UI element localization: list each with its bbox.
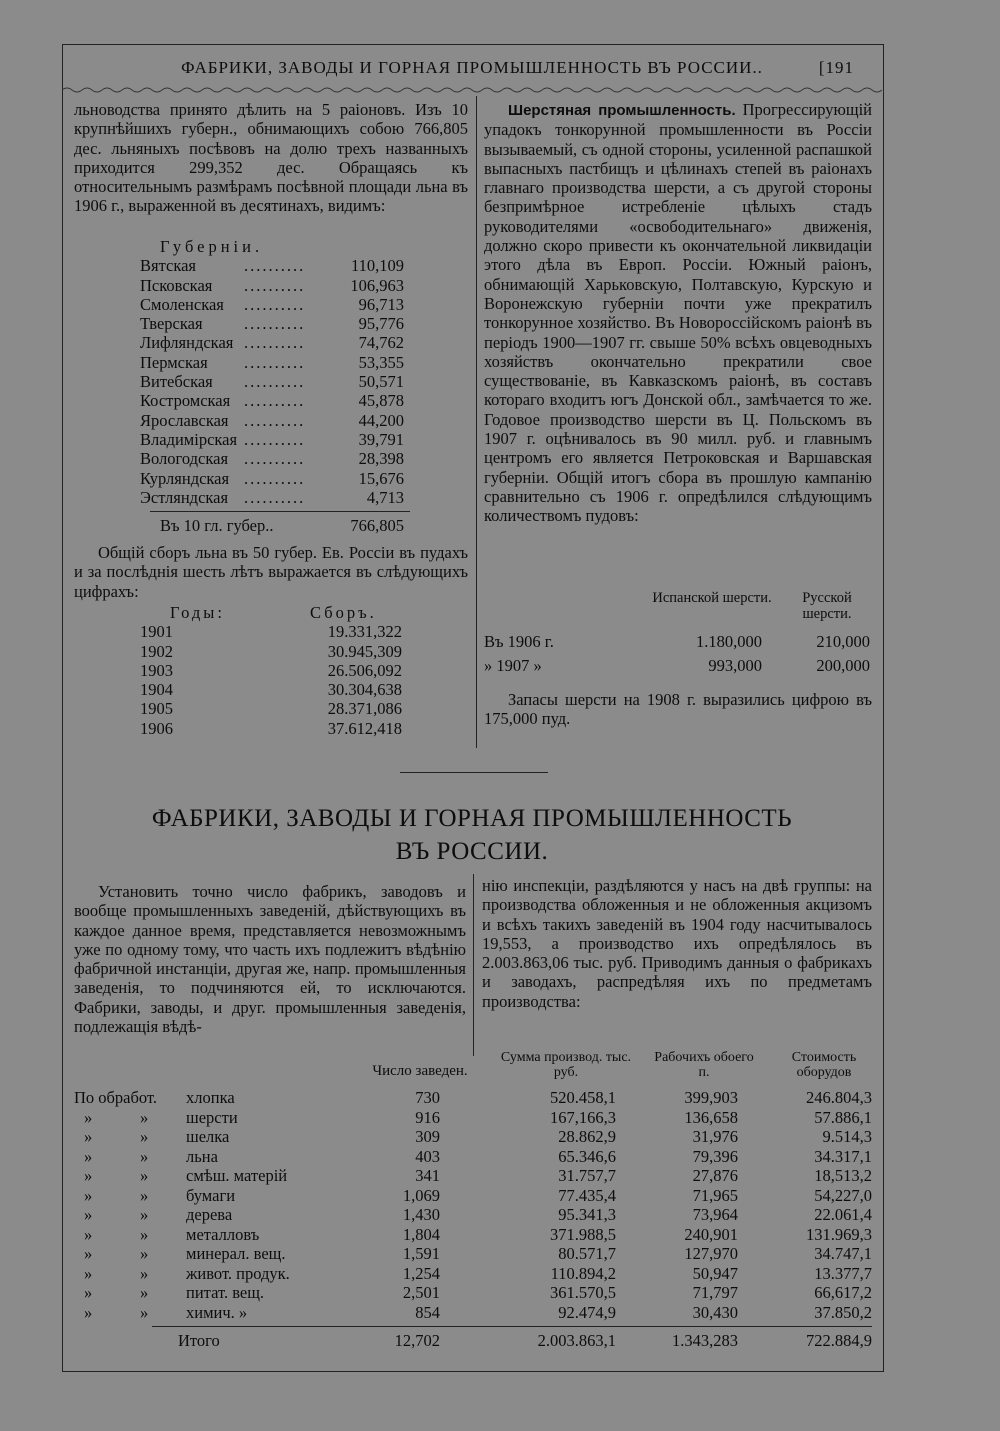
- total-sum: 2.003.863,1: [537, 1331, 616, 1350]
- factory-prefix: »: [84, 1302, 93, 1322]
- year-row: [74, 642, 468, 661]
- running-header: [62, 58, 882, 78]
- gubernia-value: 95,776: [358, 314, 404, 334]
- factory-prefix: »: [84, 1107, 93, 1127]
- factory-workers: 136,658: [684, 1107, 738, 1127]
- factory-count: 1,804: [402, 1224, 440, 1244]
- factory-workers: 50,947: [692, 1263, 738, 1283]
- wool-col-russian: Русской шерсти.: [802, 590, 852, 622]
- factory-count: 730: [415, 1088, 440, 1107]
- factory-prefix2: »: [140, 1302, 149, 1322]
- factory-workers: 71,797: [692, 1283, 738, 1302]
- factory-item: шерсти: [186, 1107, 238, 1127]
- col-sum-header: Сумма производ. тыс. руб.: [500, 1050, 632, 1080]
- gubernia-dots: ..........: [244, 314, 306, 334]
- total-count: 12,702: [394, 1331, 440, 1350]
- factory-prefix: »: [84, 1224, 93, 1244]
- factory-cost: 34.317,1: [814, 1146, 872, 1166]
- factory-cost: 37.850,2: [814, 1302, 872, 1322]
- gubernia-value: 74,762: [358, 333, 404, 353]
- year-value: 26.506,092: [327, 660, 402, 680]
- wool-reserves: [484, 690, 872, 729]
- gubernia-name: Пермская: [140, 352, 208, 372]
- year-row: [74, 719, 468, 738]
- factory-row: [74, 1244, 874, 1264]
- factory-prefix: »: [84, 1283, 93, 1302]
- year-row: [74, 622, 468, 641]
- factory-sum: 80.571,7: [558, 1244, 616, 1263]
- gubernia-name: Смоленская: [140, 294, 224, 314]
- factory-prefix: »: [84, 1185, 93, 1205]
- factory-sum: 95.341,3: [558, 1205, 616, 1224]
- year-label: 1903: [140, 660, 173, 680]
- year-label: 1904: [140, 680, 173, 700]
- wool-section: [484, 100, 872, 526]
- page-number: [191: [818, 58, 854, 77]
- factory-item: смѣш. матерій: [186, 1166, 288, 1185]
- gubernia-dots: ..........: [244, 352, 306, 372]
- flax-intro: [74, 100, 468, 216]
- year-label: 1902: [140, 641, 173, 661]
- factory-cost: 22.061,4: [814, 1205, 872, 1224]
- factory-item: льна: [186, 1146, 218, 1166]
- total-label: Итого: [178, 1331, 220, 1350]
- factory-item: шелка: [186, 1127, 230, 1146]
- col-cost-header: Стоимость оборудов: [791, 1050, 857, 1080]
- years-table: [74, 603, 468, 738]
- year-value: 28.371,086: [327, 699, 402, 719]
- gubernia-dots: ..........: [244, 372, 306, 392]
- factory-row: [74, 1088, 874, 1108]
- wool-section-text: Прогрессирующій упадокъ тонкорунной промышленности въ Россіи вызываемый, съ одной стороны, усиленной распашкой выпасныхъ пастбищъ и цѣлинахъ степей въ раіонахъ главнаго производства шерсти, а съ другой стороны безпримѣрное истребленіе цѣлыхъ стадъ руководителями «освободительнаго» движенія, должно скоро привести къ окончательной ликвидаціи этого дѣла въ Европ. Россіи. Южный раіонъ, обнимающій Харьковскую, Полтавскую, Курскую и Воронежскую губерніи почти уже прекратилъ тонкорунное хозяйство. Въ Новороссійскомъ раіонѣ въ періодъ 1900—1907 гг. свыше 50% всѣхъ овцеводныхъ хозяйствъ окончательно прекратили свое существованіе, въ Кавказскомъ раіонѣ, въ составъ котораго входитъ югъ Донской обл., замѣчается то же. Годовое производство шерсти въ Ц. Польскомъ въ 1907 г. оцѣнивалось въ 90 милл. руб. и главнымъ центромъ его является Петроковская и Варшавская губерніи. Общій итогъ сбора въ прошлую кампанію сравнительно съ 1906 г. опредѣлился слѣдующимъ количествомъ пудовъ:: [484, 100, 872, 526]
- gubernii-total-value: 766,805: [350, 516, 404, 535]
- column-rule-bottom: [473, 874, 474, 1056]
- flax-intro-text: льноводства принято дѣлить на 5 раіоновъ. Изъ 10 крупнѣйшихъ губерн., обнимающихъ собою 766,805 дес. льняныхъ посѣвовъ на долю трехъ названныхъ приходится 299,352 дес. Обращаясь къ относительнымъ размѣрамъ посѣвной площади льна въ 1906 г., выраженной въ десятинахъ, видимъ:: [74, 100, 468, 216]
- gubernia-name: Вологодская: [140, 449, 229, 469]
- factory-prefix2: »: [140, 1146, 149, 1166]
- factory-count: 309: [415, 1127, 440, 1146]
- col-count-header: Число заведен.: [372, 1063, 468, 1079]
- factory-sum: 167,166,3: [550, 1107, 616, 1127]
- gubernia-row: [74, 295, 468, 314]
- year-value: 30.945,309: [327, 641, 402, 661]
- main-title-line1: ФАБРИКИ, ЗАВОДЫ И ГОРНАЯ ПРОМЫШЛЕННОСТЬ: [151, 805, 793, 832]
- factory-row: [74, 1147, 874, 1167]
- factories-left-paragraph: Установить точно число фабрикъ, заводовъ и вообще промышленныхъ заведеній, дѣйствующихъ въ каждое данное время, представляется невозможнымъ уже по одному тому, что часть ихъ подлежитъ вѣдѣнію фабричной инстанціи, другая же, напр. промышленныя заведенія, то подчиняются ей, то исключаются. Фабрики, заводы, и друг. промышленныя заведенія, подлежащія вѣдѣ-: [74, 882, 466, 1037]
- factory-row: [74, 1166, 874, 1186]
- gubernia-name: Ярославская: [140, 410, 229, 430]
- gubernii-header: Губерніи.: [160, 237, 264, 256]
- factory-prefix2: »: [140, 1224, 149, 1244]
- factory-prefix2: »: [140, 1244, 149, 1263]
- factory-count: 403: [415, 1146, 440, 1166]
- factory-item: питат. вещ.: [186, 1283, 265, 1302]
- gubernia-name: Владимірская: [140, 429, 238, 449]
- gubernia-dots: ..........: [244, 449, 306, 469]
- factory-prefix2: »: [140, 1107, 149, 1127]
- factory-prefix2: »: [140, 1127, 149, 1146]
- factory-cost: 57.886,1: [814, 1107, 872, 1127]
- gubernia-name: Эстляндская: [140, 487, 229, 507]
- gubernia-row: [74, 449, 468, 468]
- gubernia-row: [74, 353, 468, 372]
- gubernii-total: [74, 516, 468, 535]
- gubernia-dots: ..........: [244, 275, 306, 295]
- factory-prefix: »: [84, 1244, 93, 1263]
- factory-workers: 399,903: [684, 1088, 738, 1107]
- year-row: [74, 680, 468, 699]
- gubernia-value: 53,355: [358, 352, 404, 372]
- year-value: 19.331,322: [327, 622, 402, 642]
- factory-sum: 28.862,9: [558, 1127, 616, 1146]
- factory-workers: 79,396: [692, 1146, 738, 1166]
- year-label: 1906: [140, 718, 173, 738]
- gubernia-value: 110,109: [350, 256, 404, 276]
- flax-harvest-text: [74, 543, 468, 601]
- total-cost: 722.884,9: [806, 1331, 872, 1350]
- factory-workers: 240,901: [684, 1224, 738, 1244]
- gubernia-value: 28,398: [358, 449, 404, 469]
- factory-workers: 71,965: [692, 1185, 738, 1205]
- factory-item: хлопка: [186, 1088, 235, 1107]
- factory-cost: 131.969,3: [806, 1224, 872, 1244]
- wool-section-title: Шерстяная промышленность.: [508, 102, 736, 119]
- gubernia-dots: ..........: [244, 410, 306, 430]
- factory-count: 1,069: [402, 1185, 440, 1205]
- year-label: 1905: [140, 699, 173, 719]
- col-workers-header: Рабочихъ обоего п.: [654, 1050, 754, 1080]
- gubernia-dots: ..........: [244, 429, 306, 449]
- gubernia-name: Вятская: [140, 256, 197, 276]
- main-title-line2: ВЪ РОССИИ.: [395, 838, 549, 865]
- gubernia-row: [74, 430, 468, 449]
- factory-sum: 65.346,6: [558, 1146, 616, 1166]
- gubernia-value: 44,200: [358, 410, 404, 430]
- factory-prefix: »: [84, 1146, 93, 1166]
- gubernia-dots: ..........: [244, 333, 306, 353]
- wool-row-spanish: 993,000: [708, 656, 762, 675]
- factory-item: живот. продук.: [186, 1263, 290, 1283]
- gubernia-value: 96,713: [358, 294, 404, 314]
- factory-cost: 34.747,1: [814, 1244, 872, 1263]
- factory-count: 1,591: [402, 1244, 440, 1263]
- factory-sum: 92.474,9: [558, 1302, 616, 1322]
- wool-row: [484, 656, 872, 680]
- years-header: Годы:: [170, 603, 225, 622]
- factory-prefix2: »: [140, 1185, 149, 1205]
- gubernia-name: Лифляндская: [140, 333, 234, 353]
- wool-row-spanish: 1.180,000: [696, 632, 762, 651]
- gubernia-name: Псковская: [140, 275, 213, 295]
- gubernii-total-label: Въ 10 гл. губер..: [160, 516, 274, 535]
- factory-cost: 13.377,7: [814, 1263, 872, 1283]
- gubernia-row: [74, 469, 468, 488]
- gubernia-value: 4,713: [366, 487, 404, 507]
- wool-col-spanish: Испанской шерсти.: [652, 590, 772, 606]
- gubernia-row: [74, 372, 468, 391]
- gubernia-dots: ..........: [244, 487, 306, 507]
- factory-workers: 73,964: [692, 1205, 738, 1224]
- factory-row: [74, 1127, 874, 1147]
- year-row: [74, 661, 468, 680]
- year-value: 37.612,418: [327, 718, 402, 738]
- wool-table: [484, 590, 872, 680]
- gubernia-dots: ..........: [244, 256, 306, 276]
- factories-sum-rule: [152, 1326, 872, 1327]
- factory-count: 341: [415, 1166, 440, 1185]
- factory-prefix: »: [84, 1205, 93, 1224]
- factory-cost: 246.804,3: [806, 1088, 872, 1107]
- sbor-header: Сборъ.: [310, 603, 377, 622]
- factories-right-paragraph: нію инспекціи, раздѣляются у насъ на двѣ группы: на производства обложенныя и не обложенныя акцизомъ и всѣхъ такихъ заведеній въ 1904 году насчитывалось 19,553, а производство ихъ опредѣлялось въ 2.003.863,06 тыс. руб. Приводимъ данныя о фабрикахъ и заводахъ, распредѣляя ихъ по предметамъ производства:: [482, 876, 872, 1011]
- factory-item: металловъ: [186, 1224, 260, 1244]
- factory-cost: 9.514,3: [822, 1127, 872, 1146]
- section-divider: [400, 772, 548, 773]
- factory-workers: 27,876: [692, 1166, 738, 1185]
- gubernia-value: 45,878: [358, 391, 404, 411]
- gubernia-name: Курляндская: [140, 468, 230, 488]
- factory-prefix2: »: [140, 1263, 149, 1283]
- factory-sum: 31.757,7: [558, 1166, 616, 1185]
- factory-sum: 361.570,5: [550, 1283, 616, 1302]
- gubernia-dots: ..........: [244, 294, 306, 314]
- factory-workers: 30,430: [692, 1302, 738, 1322]
- running-title: ФАБРИКИ, ЗАВОДЫ И ГОРНАЯ ПРОМЫШЛЕННОСТЬ ВЪ РОССИИ..: [181, 58, 763, 77]
- factory-prefix: »: [84, 1263, 93, 1283]
- gubernia-row: [74, 333, 468, 352]
- factory-sum: 520.458,1: [550, 1088, 616, 1107]
- gubernii-sum-rule: [150, 511, 410, 512]
- factory-prefix: »: [84, 1127, 93, 1146]
- column-rule-top: [476, 96, 477, 748]
- factory-prefix2: »: [140, 1205, 149, 1224]
- factory-prefix2: »: [140, 1283, 149, 1302]
- gubernia-dots: ..........: [244, 468, 306, 488]
- factory-count: 1,430: [402, 1205, 440, 1224]
- total-workers: 1.343,283: [672, 1331, 738, 1350]
- factory-cost: 18,513,2: [814, 1166, 872, 1185]
- factory-count: 916: [415, 1107, 440, 1127]
- wool-row-russian: 200,000: [816, 656, 870, 675]
- gubernia-row: [74, 256, 468, 275]
- factory-count: 1,254: [402, 1263, 440, 1283]
- factory-sum: 77.435,4: [558, 1185, 616, 1205]
- factory-count: 2,501: [402, 1283, 440, 1302]
- factory-row: [74, 1225, 874, 1245]
- factory-row: [74, 1205, 874, 1225]
- gubernia-value: 39,791: [358, 429, 404, 449]
- wool-row-label: » 1907 »: [484, 656, 542, 675]
- wool-row: [484, 632, 872, 656]
- factory-row: [74, 1108, 874, 1128]
- wool-row-label: Въ 1906 г.: [484, 632, 554, 651]
- factory-sum: 371.988,5: [550, 1224, 616, 1244]
- factories-right-text: [482, 876, 872, 1011]
- factory-cost: 66,617,2: [814, 1283, 872, 1302]
- factory-row: [74, 1303, 874, 1323]
- year-value: 30.304,638: [327, 680, 402, 700]
- gubernia-value: 50,571: [358, 372, 404, 392]
- gubernia-row: [74, 488, 468, 507]
- factory-item: минерал. вещ.: [186, 1244, 286, 1263]
- gubernia-row: [74, 391, 468, 410]
- year-label: 1901: [140, 622, 173, 642]
- factory-prefix: По обработ.: [74, 1088, 158, 1107]
- wool-row-russian: 210,000: [816, 632, 870, 651]
- gubernia-value: 15,676: [358, 468, 404, 488]
- factory-item: бумаги: [186, 1185, 236, 1205]
- factory-prefix2: »: [140, 1166, 149, 1185]
- gubernia-dots: ..........: [244, 391, 306, 411]
- factory-count: 854: [415, 1302, 440, 1322]
- year-row: [74, 699, 468, 718]
- factory-row: [74, 1186, 874, 1206]
- factory-workers: 31,976: [692, 1127, 738, 1146]
- factory-workers: 127,970: [684, 1244, 738, 1263]
- gubernia-name: Витебская: [140, 372, 213, 392]
- gubernii-table: [74, 237, 468, 507]
- flax-harvest-paragraph: Общій сборъ льна въ 50 губер. Ев. Россіи въ пудахъ и за послѣднія шесть лѣтъ выражается въ слѣдующихъ цифрахъ:: [74, 543, 468, 601]
- header-wavy-rule: [62, 86, 882, 94]
- gubernia-row: [74, 411, 468, 430]
- factory-row: [74, 1283, 874, 1303]
- factories-left-text: [74, 882, 466, 1036]
- gubernia-value: 106,963: [350, 275, 404, 295]
- gubernia-row: [74, 276, 468, 295]
- factory-sum: 110.894,2: [550, 1263, 616, 1283]
- factory-item: химич. »: [186, 1302, 248, 1322]
- factory-prefix: »: [84, 1166, 93, 1185]
- factory-cost: 54,227,0: [814, 1185, 872, 1205]
- gubernia-row: [74, 314, 468, 333]
- gubernia-name: Костромская: [140, 391, 231, 411]
- wool-reserves-text: Запасы шерсти на 1908 г. выразились цифрою въ 175,000 пуд.: [484, 690, 872, 729]
- factory-item: дерева: [186, 1205, 233, 1224]
- gubernia-name: Тверская: [140, 314, 203, 334]
- factory-row: [74, 1264, 874, 1284]
